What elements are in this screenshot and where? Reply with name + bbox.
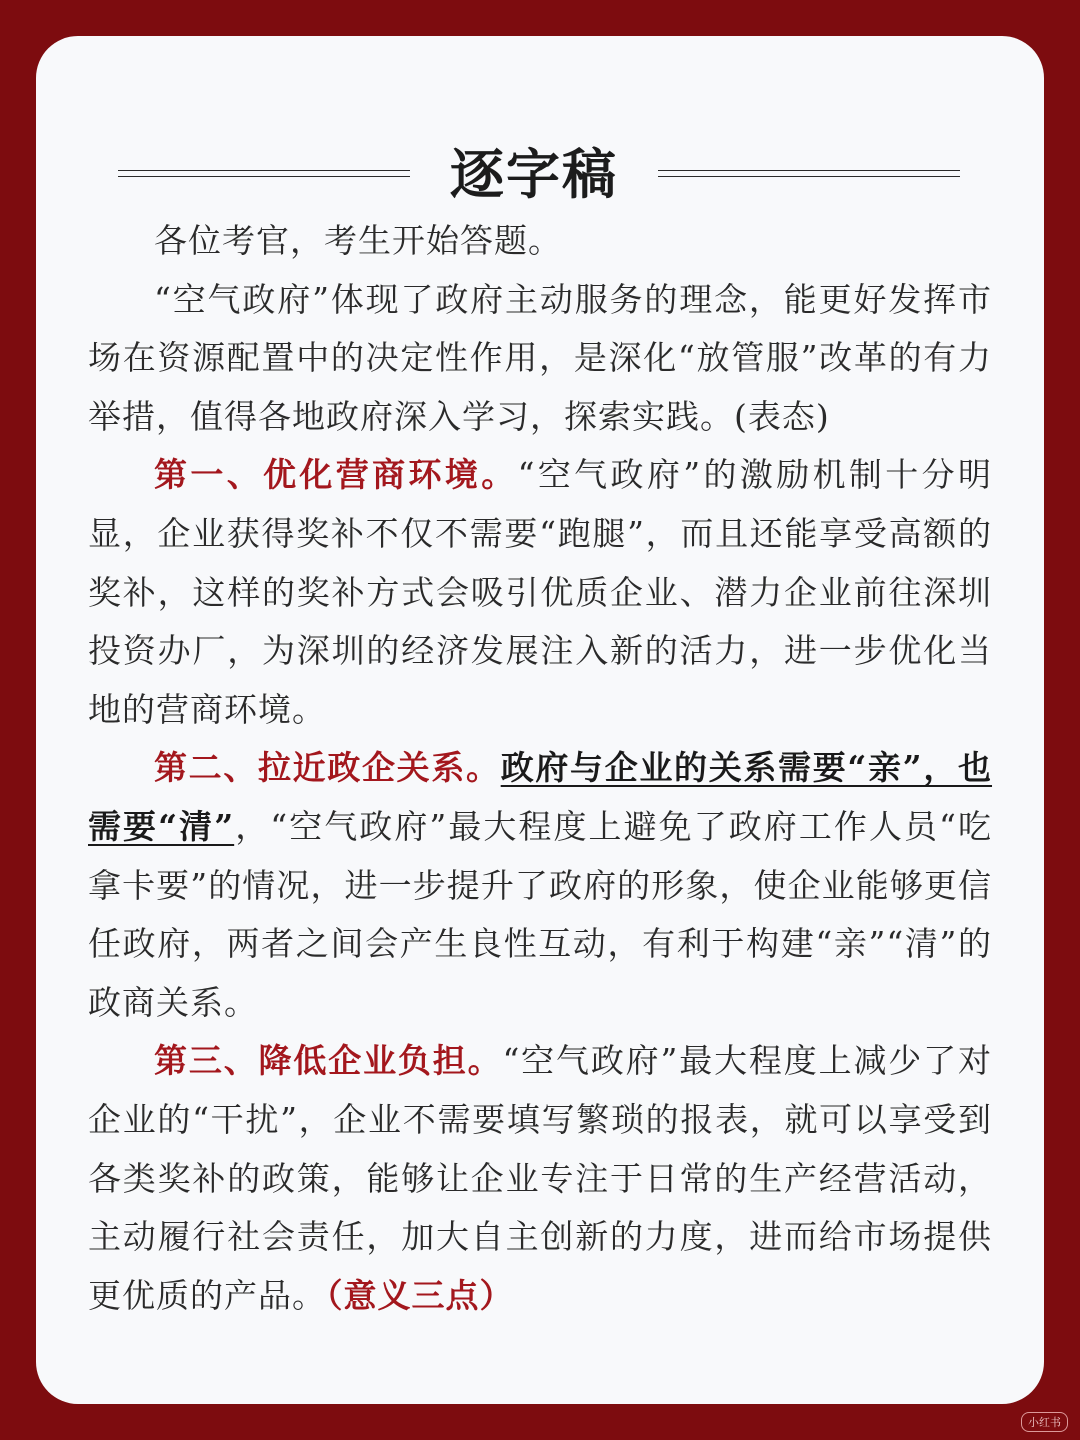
title-divider-left	[118, 170, 410, 177]
point-three-paragraph	[88, 1032, 992, 1325]
point-three-text: “空气政府”最大程度上减少了对企业的“干扰”，企业不需要填写繁琐的报表，就可以享受到各类奖补的政策，能够让企业专注于日常的生产经营活动，主动履行社会责任，加大自主创新的力度，进而给市场提供更优质的产品。	[88, 1041, 992, 1315]
intro-paragraph: “空气政府”体现了政府主动服务的理念，能更好发挥市场在资源配置中的决定性作用，是深化“放管服”改革的有力举措，值得各地政府深入学习，探索实践。(表态)	[88, 279, 992, 436]
point-two-key-sentence: 政府与企业的关系需要“亲”，也需要“清”	[88, 748, 993, 846]
title-divider-right	[658, 170, 960, 177]
point-three-tag: （意义三点）	[326, 1275, 514, 1315]
watermark: 小红书	[1021, 1412, 1068, 1432]
point-two-heading: 第二、拉近政企关系。	[154, 748, 501, 788]
point-one-paragraph	[88, 446, 992, 739]
transcript-body	[88, 212, 992, 1325]
point-one-text: “空气政府”的激励机制十分明显，企业获得奖补不仅不需要“跑腿”，而且还能享受高额的奖补，这样的奖补方式会吸引优质企业、潜力企业前往深圳投资办厂，为深圳的经济发展注入新的活力，进一步优化当地的营商环境。	[88, 455, 992, 729]
point-one-heading: 第一、优化营商环境。	[154, 455, 518, 495]
opening-paragraph: 各位考官，考生开始答题。	[154, 221, 562, 260]
title-row	[36, 132, 1044, 222]
point-two-paragraph	[88, 739, 992, 1032]
point-two-text: ，“空气政府”最大程度上避免了政府工作人员“吃拿卡要”的情况，进一步提升了政府的形象，使企业能够更信任政府，两者之间会产生良性互动，有利于构建“亲”“清”的政商关系。	[88, 806, 992, 1022]
content-card	[36, 36, 1044, 1404]
point-three-heading: 第三、降低企业负担。	[154, 1041, 503, 1081]
page-title: 逐字稿	[450, 142, 618, 206]
